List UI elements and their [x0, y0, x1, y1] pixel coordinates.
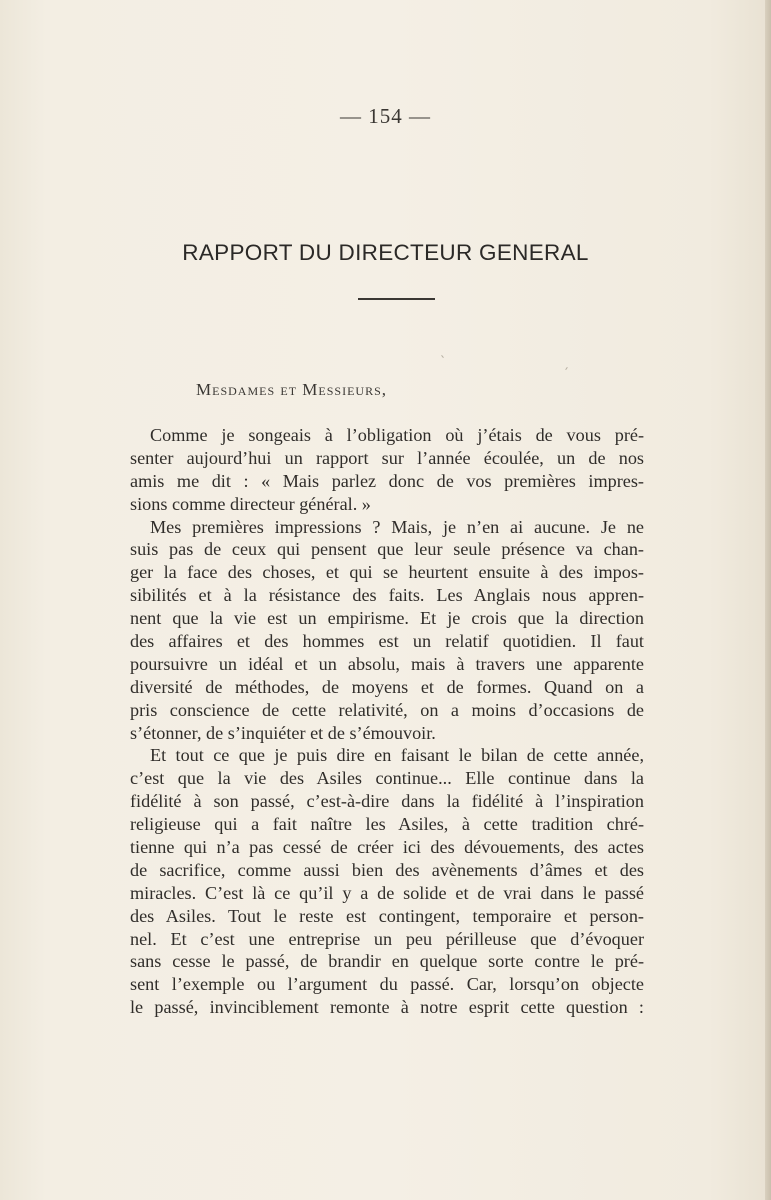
text-line: fidélité à son passé, c’est-à-dire dans la fidélité à l’inspiration — [130, 791, 644, 812]
text-line: ger la face des choses, et qui se heurtent ensuite à des impos- — [130, 562, 644, 583]
text-line: s’étonner, de s’inquiéter et de s’émouvoir. — [130, 722, 436, 743]
title-divider — [358, 298, 435, 300]
text-line: le passé, invinciblement remonte à notre esprit cette question : — [130, 997, 644, 1018]
text-line: miracles. C’est là ce qu’il y a de solide et de vrai dans le passé — [130, 882, 644, 903]
text-line: sions comme directeur général. » — [130, 493, 371, 514]
document-title: RAPPORT DU DIRECTEUR GENERAL — [182, 240, 589, 265]
text-line: amis me dit : « Mais parlez donc de vos premières impres- — [130, 470, 644, 491]
page-number: — 154 — — [340, 104, 431, 128]
text-line: nent que la vie est un empirisme. Et je crois que la direction — [130, 608, 644, 629]
text-line: pris conscience de cette relativité, on a moins d’occasions de — [130, 699, 644, 720]
text-line: Et tout ce que je puis dire en faisant le bilan de cette année, — [150, 745, 644, 766]
text-line: nel. Et c’est une entreprise un peu périlleuse que d’évoquer — [130, 928, 644, 949]
text-line: suis pas de ceux qui pensent que leur seule présence va chan- — [130, 539, 644, 560]
text-line: des affaires et des hommes est un relatif quotidien. Il faut — [130, 631, 644, 652]
text-line: des Asiles. Tout le reste est contingent, temporaire et person- — [130, 905, 644, 926]
text-line: tienne qui n’a pas cessé de créer ici des dévouements, des actes — [130, 837, 644, 858]
text-line: sent l’exemple ou l’argument du passé. Car, lorsqu’on objecte — [130, 974, 644, 995]
text-line: sans cesse le passé, de brandir en quelque sorte contre le pré- — [130, 951, 644, 972]
text-line: poursuivre un idéal et un absolu, mais à travers une apparente — [130, 653, 644, 674]
text-line: Mes premières impressions ? Mais, je n’en ai aucune. Je ne — [150, 516, 644, 537]
text-line: sibilités et à la résistance des faits. Les Anglais nous appren- — [130, 585, 644, 606]
body-text — [130, 424, 644, 1019]
text-line: c’est que la vie des Asiles continue... Elle continue dans la — [130, 768, 644, 789]
text-line: de sacrifice, comme aussi bien des avènements d’âmes et des — [130, 859, 644, 880]
text-line: religieuse qui a fait naître les Asiles, à cette tradition chré- — [130, 814, 644, 835]
page-edge — [765, 0, 771, 1200]
salutation: Mesdames et Messieurs, — [196, 380, 387, 399]
text-line: senter aujourd’hui un rapport sur l’année écoulée, un de nos — [130, 447, 644, 468]
text-line: diversité de méthodes, de moyens et de formes. Quand on a — [130, 676, 644, 697]
text-line: Comme je songeais à l’obligation où j’étais de vous pré- — [150, 425, 644, 445]
